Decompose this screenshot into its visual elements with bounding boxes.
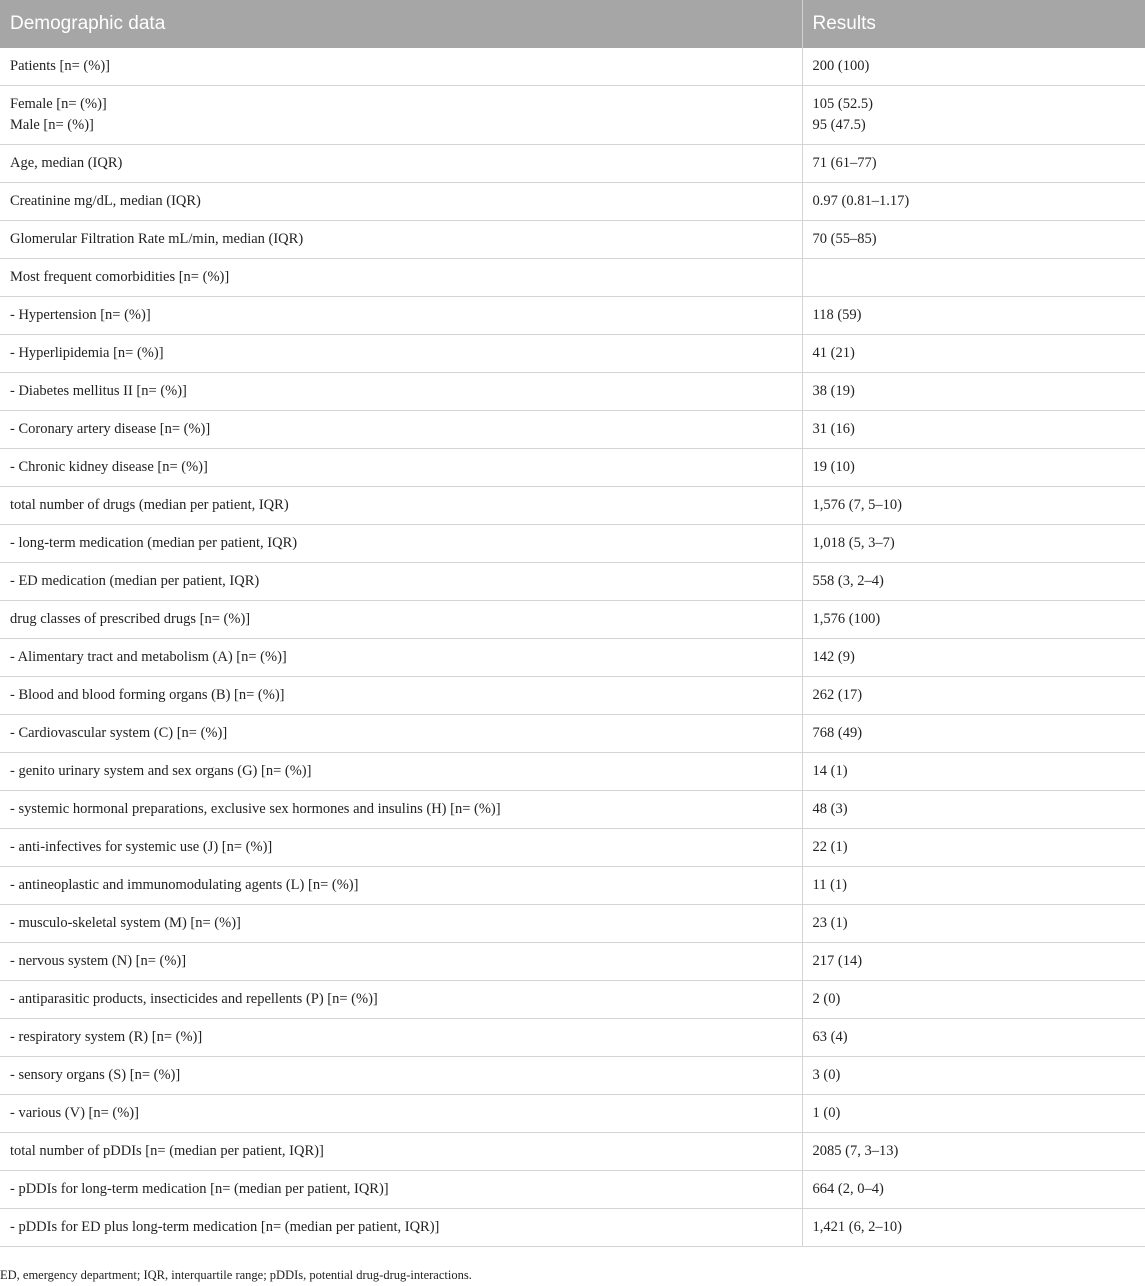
table-row xyxy=(0,411,1145,449)
row-label: - genito urinary system and sex organs (G) [n= (%)] xyxy=(10,763,312,779)
row-label: Most frequent comorbidities [n= (%)] xyxy=(10,269,230,285)
row-label: - Diabetes mellitus II [n= (%)] xyxy=(10,383,187,399)
table-row xyxy=(0,715,1145,753)
table-body xyxy=(0,48,1145,1247)
row-value-cell xyxy=(802,601,1145,639)
row-label: Patients [n= (%)] xyxy=(10,58,110,74)
row-label: Female [n= (%)] xyxy=(10,96,107,112)
row-value: 71 (61–77) xyxy=(812,155,877,171)
row-label-cell xyxy=(0,487,802,525)
table-row xyxy=(0,373,1145,411)
table-row xyxy=(0,1171,1145,1209)
row-value-cell xyxy=(802,259,1145,297)
row-label-cell xyxy=(0,867,802,905)
table-footnote: ED, emergency department; IQR, interquartile range; pDDIs, potential drug-drug-interactions. xyxy=(0,1268,472,1282)
row-value-cell xyxy=(802,791,1145,829)
row-value: 41 (21) xyxy=(812,345,855,361)
table-row xyxy=(0,867,1145,905)
row-value-cell xyxy=(802,48,1145,86)
row-value-cell xyxy=(802,981,1145,1019)
row-label: - antineoplastic and immunomodulating agents (L) [n= (%)] xyxy=(10,877,359,893)
row-value-cell xyxy=(802,905,1145,943)
row-value-cell xyxy=(802,563,1145,601)
table-row xyxy=(0,677,1145,715)
table-row xyxy=(0,601,1145,639)
row-value: 2085 (7, 3–13) xyxy=(812,1143,899,1159)
row-label-cell xyxy=(0,48,802,86)
row-value: 31 (16) xyxy=(812,421,855,437)
row-label-cell xyxy=(0,411,802,449)
row-value: 14 (1) xyxy=(812,763,848,779)
row-value: 11 (1) xyxy=(812,877,847,893)
row-value: 768 (49) xyxy=(812,725,863,741)
row-label: - long-term medication (median per patient, IQR) xyxy=(10,535,298,551)
row-value-cell xyxy=(802,1209,1145,1247)
row-label-cell xyxy=(0,297,802,335)
row-value-cell xyxy=(802,1095,1145,1133)
row-value-cell xyxy=(802,449,1145,487)
row-value: 23 (1) xyxy=(812,915,848,931)
row-value-cell xyxy=(802,1057,1145,1095)
row-value: 1 (0) xyxy=(812,1105,841,1121)
row-label: - sensory organs (S) [n= (%)] xyxy=(10,1067,181,1083)
row-label-cell xyxy=(0,639,802,677)
column-header-results: Results xyxy=(802,0,1145,48)
row-label: Glomerular Filtration Rate mL/min, median (IQR) xyxy=(10,231,304,247)
row-label-cell xyxy=(0,829,802,867)
table-row xyxy=(0,145,1145,183)
table-row xyxy=(0,791,1145,829)
table-row xyxy=(0,1057,1145,1095)
table-row xyxy=(0,981,1145,1019)
row-label: - Hyperlipidemia [n= (%)] xyxy=(10,345,164,361)
row-label-cell xyxy=(0,1133,802,1171)
row-label-cell xyxy=(0,905,802,943)
row-value-cell xyxy=(802,487,1145,525)
row-value: 217 (14) xyxy=(812,953,863,969)
row-label-cell xyxy=(0,1095,802,1133)
row-value: 142 (9) xyxy=(812,649,855,665)
row-value: 19 (10) xyxy=(812,459,855,475)
table-row xyxy=(0,1019,1145,1057)
row-label-cell xyxy=(0,753,802,791)
row-label: - various (V) [n= (%)] xyxy=(10,1105,139,1121)
table-row xyxy=(0,1133,1145,1171)
row-label: - Cardiovascular system (C) [n= (%)] xyxy=(10,725,228,741)
row-value: 0.97 (0.81–1.17) xyxy=(812,193,910,209)
row-label-cell xyxy=(0,259,802,297)
table-row xyxy=(0,905,1145,943)
row-value-cell xyxy=(802,753,1145,791)
row-label: - respiratory system (R) [n= (%)] xyxy=(10,1029,203,1045)
row-value-cell xyxy=(802,183,1145,221)
row-label: - Blood and blood forming organs (B) [n= (%)] xyxy=(10,687,285,703)
row-label: total number of pDDIs [n= (median per patient, IQR)] xyxy=(10,1143,324,1159)
row-value: 1,018 (5, 3–7) xyxy=(812,535,895,551)
table-row xyxy=(0,259,1145,297)
row-value: 95 (47.5) xyxy=(812,117,866,133)
row-label: Creatinine mg/dL, median (IQR) xyxy=(10,193,201,209)
row-label-cell xyxy=(0,1209,802,1247)
row-value: 63 (4) xyxy=(812,1029,848,1045)
row-value-cell xyxy=(802,639,1145,677)
row-value-cell xyxy=(802,86,1145,145)
table-row xyxy=(0,449,1145,487)
row-label-cell xyxy=(0,86,802,145)
row-value-cell xyxy=(802,335,1145,373)
table-row xyxy=(0,829,1145,867)
row-label: - Alimentary tract and metabolism (A) [n= (%)] xyxy=(10,649,287,665)
row-label-cell xyxy=(0,943,802,981)
row-label: - systemic hormonal preparations, exclusive sex hormones and insulins (H) [n= (%)] xyxy=(10,801,501,817)
table-row xyxy=(0,525,1145,563)
table-row xyxy=(0,335,1145,373)
row-label: - Coronary artery disease [n= (%)] xyxy=(10,421,211,437)
table-row xyxy=(0,297,1145,335)
table-row xyxy=(0,943,1145,981)
row-value-cell xyxy=(802,373,1145,411)
row-value-cell xyxy=(802,1171,1145,1209)
row-label-cell xyxy=(0,715,802,753)
row-value-cell xyxy=(802,867,1145,905)
row-label-cell xyxy=(0,677,802,715)
table-row xyxy=(0,1209,1145,1247)
row-value: 48 (3) xyxy=(812,801,848,817)
row-label-cell xyxy=(0,1057,802,1095)
row-label-cell xyxy=(0,373,802,411)
table-header-row xyxy=(0,0,1145,48)
table-row xyxy=(0,48,1145,86)
table-row xyxy=(0,1095,1145,1133)
row-value: 2 (0) xyxy=(812,991,841,1007)
row-label-cell xyxy=(0,335,802,373)
row-value-cell xyxy=(802,145,1145,183)
table-row xyxy=(0,563,1145,601)
row-label: - anti-infectives for systemic use (J) [n= (%)] xyxy=(10,839,273,855)
row-label: - antiparasitic products, insecticides and repellents (P) [n= (%)] xyxy=(10,991,378,1007)
row-value-cell xyxy=(802,943,1145,981)
row-value: 200 (100) xyxy=(812,58,870,74)
row-label-cell xyxy=(0,1019,802,1057)
row-value: 262 (17) xyxy=(812,687,863,703)
row-value: 118 (59) xyxy=(812,307,862,323)
row-label-cell xyxy=(0,1171,802,1209)
table-row xyxy=(0,221,1145,259)
row-label: - pDDIs for long-term medication [n= (median per patient, IQR)] xyxy=(10,1181,389,1197)
row-value-cell xyxy=(802,411,1145,449)
row-value-cell xyxy=(802,829,1145,867)
table-row xyxy=(0,183,1145,221)
row-label: - pDDIs for ED plus long-term medication [n= (median per patient, IQR)] xyxy=(10,1219,440,1235)
row-value-cell xyxy=(802,1133,1145,1171)
row-value: 664 (2, 0–4) xyxy=(812,1181,884,1197)
row-label: - musculo-skeletal system (M) [n= (%)] xyxy=(10,915,241,931)
row-label-cell xyxy=(0,449,802,487)
row-label-cell xyxy=(0,601,802,639)
row-value-cell xyxy=(802,1019,1145,1057)
row-value-cell xyxy=(802,221,1145,259)
row-value: 1,576 (7, 5–10) xyxy=(812,497,902,513)
table-row xyxy=(0,639,1145,677)
row-value-cell xyxy=(802,297,1145,335)
row-label-cell xyxy=(0,525,802,563)
row-value-cell xyxy=(802,715,1145,753)
row-label: Age, median (IQR) xyxy=(10,155,123,171)
row-label-cell xyxy=(0,563,802,601)
row-label-cell xyxy=(0,221,802,259)
row-label-cell xyxy=(0,981,802,1019)
table-row xyxy=(0,86,1145,145)
table-row xyxy=(0,487,1145,525)
table-row xyxy=(0,753,1145,791)
row-value-cell xyxy=(802,677,1145,715)
row-value: 105 (52.5) xyxy=(812,96,873,112)
row-label: total number of drugs (median per patient, IQR) xyxy=(10,497,289,513)
row-value: 3 (0) xyxy=(812,1067,841,1083)
row-label-cell xyxy=(0,183,802,221)
row-label: - ED medication (median per patient, IQR) xyxy=(10,573,260,589)
row-value: 70 (55–85) xyxy=(812,231,877,247)
row-label: - Chronic kidney disease [n= (%)] xyxy=(10,459,208,475)
row-label: - Hypertension [n= (%)] xyxy=(10,307,151,323)
row-label: drug classes of prescribed drugs [n= (%)] xyxy=(10,611,251,627)
row-value: 38 (19) xyxy=(812,383,855,399)
column-header-demographic-data: Demographic data xyxy=(0,0,802,48)
row-label-cell xyxy=(0,791,802,829)
row-value: 1,421 (6, 2–10) xyxy=(812,1219,902,1235)
row-label-cell xyxy=(0,145,802,183)
row-value: 1,576 (100) xyxy=(812,611,881,627)
row-label: Male [n= (%)] xyxy=(10,117,94,133)
row-value: 558 (3, 2–4) xyxy=(812,573,884,589)
row-label: - nervous system (N) [n= (%)] xyxy=(10,953,187,969)
row-value: 22 (1) xyxy=(812,839,848,855)
row-value-cell xyxy=(802,525,1145,563)
